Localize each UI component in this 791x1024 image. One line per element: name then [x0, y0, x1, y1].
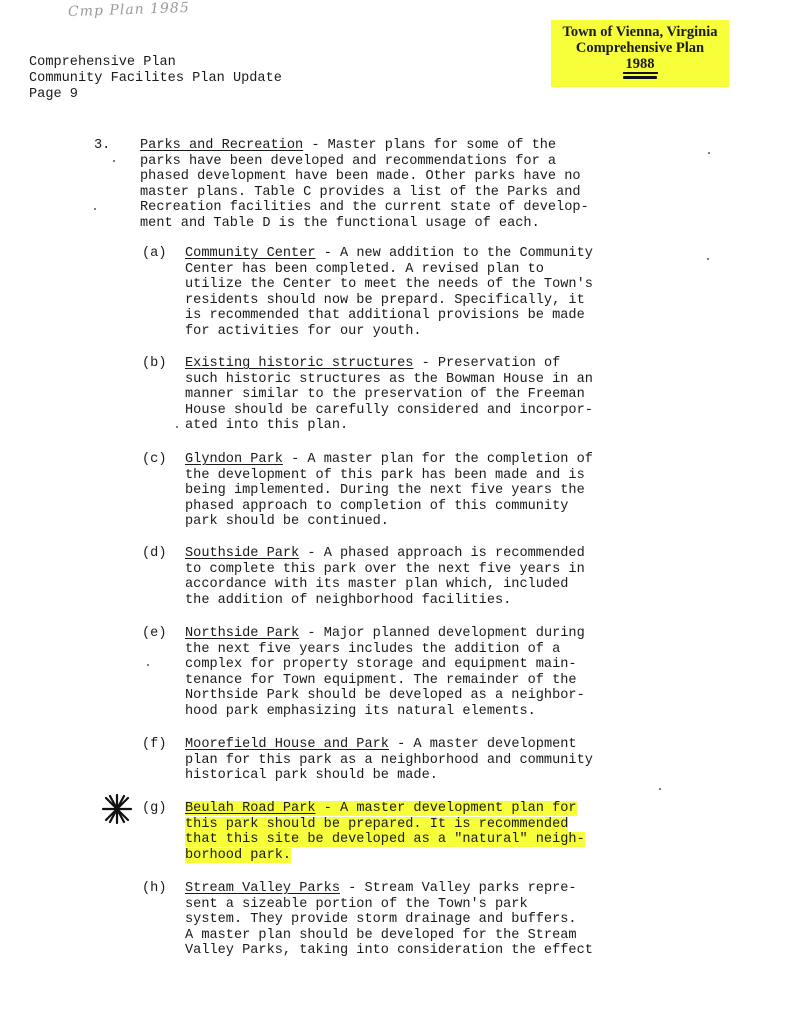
- stamp-town: Town of Vienna, Virginia: [562, 24, 718, 40]
- item-label-d: (d): [142, 546, 167, 561]
- section-line: parks have been developed and recommendations for a: [140, 153, 557, 169]
- item-label-h: (h): [142, 881, 167, 896]
- item-northside-park: Northside Park - Major planned development during the next five years includes the addition of a complex for property storage and equipment main- tenance for Town equipment. The remainder of the Northside Park should be developed as a neighbor- hood park emphasizing its natural elements.: [185, 626, 585, 719]
- stamp-year: 1988: [623, 57, 658, 74]
- document-stamp: [551, 20, 729, 87]
- header-line-1: Comprehensive Plan: [29, 55, 176, 70]
- item-label-a: (a): [142, 246, 167, 261]
- item-title: Glyndon Park: [185, 452, 283, 467]
- item-historic-structures: Existing historic structures - Preservation of such historic structures as the Bowman House in an manner similar to the preservation of the Freeman House should be carefully considered and incorpor- ated into this plan.: [185, 356, 593, 434]
- scan-speck: [113, 160, 115, 162]
- section-line: ment and Table D is the functional usage of each.: [140, 215, 540, 231]
- scan-speck: [659, 788, 661, 790]
- section-title: Parks and Recreation: [140, 138, 304, 153]
- scan-speck: [707, 258, 709, 260]
- item-title: Existing historic structures: [185, 356, 414, 371]
- section-paragraph: [140, 138, 589, 232]
- section-line: master plans. Table C provides a list of the Parks and: [140, 184, 581, 200]
- asterisk-icon: [100, 793, 134, 825]
- item-title: Stream Valley Parks: [185, 881, 340, 896]
- item-southside-park: Southside Park - A phased approach is recommended to complete this park over the next five years in accordance with its master plan which, included the addition of neighborhood facilities.: [185, 546, 585, 608]
- item-title: Northside Park: [185, 626, 300, 641]
- item-community-center: Community Center - A new addition to the Community Center has been completed. A revised plan to utilize the Center to meet the needs of the Town's residents should now be prepard. Specifically, it is recommended that additional provisions be made for activities for our youth.: [185, 246, 593, 339]
- handwritten-note: Cmp Plan 1985: [67, 0, 190, 21]
- scan-speck: [94, 208, 96, 210]
- section-line: phased development have been made. Other parks have no: [140, 169, 581, 185]
- header-line-3: Page 9: [29, 87, 78, 102]
- scan-speck: [708, 152, 710, 154]
- section-number: 3.: [94, 138, 111, 153]
- item-glyndon-park: Glyndon Park - A master plan for the completion of the development of this park has been made and is being implemented. During the next five years the phased approach to completion of this community park should be continued.: [185, 452, 593, 530]
- section-line-1: Parks and Recreation - Master plans for some of the: [140, 138, 557, 153]
- item-label-b: (b): [142, 356, 167, 371]
- item-label-f: (f): [142, 737, 167, 752]
- item-moorefield-house: Moorefield House and Park - A master development plan for this park as a neighborhood and community historical park should be made.: [185, 737, 593, 784]
- stamp-plan: Comprehensive Plan: [575, 40, 705, 56]
- item-label-c: (c): [142, 452, 167, 467]
- item-title: Southside Park: [185, 546, 300, 561]
- stamp-underline: [623, 76, 657, 79]
- item-stream-valley-parks: Stream Valley Parks - Stream Valley parks repre- sent a sizeable portion of the Town's park system. They provide storm drainage and buffers. A master plan should be developed for the Stream Valley Parks, taking into consideration the effect: [185, 881, 593, 959]
- item-label-e: (e): [142, 626, 167, 641]
- scan-speck: [176, 426, 178, 428]
- scan-speck: [147, 664, 149, 666]
- item-label-g: (g): [142, 801, 167, 816]
- section-line: Recreation facilities and the current state of develop-: [140, 200, 589, 216]
- item-title: Moorefield House and Park: [185, 737, 389, 752]
- item-title: Beulah Road Park: [185, 801, 316, 816]
- header-line-2: Community Facilites Plan Update: [29, 71, 282, 86]
- item-beulah-road-park: Beulah Road Park - A master development plan for this park should be prepared. It is recommended that this site be developed as a "natural" neigh- borhood park.: [185, 801, 585, 863]
- item-title: Community Center: [185, 246, 316, 261]
